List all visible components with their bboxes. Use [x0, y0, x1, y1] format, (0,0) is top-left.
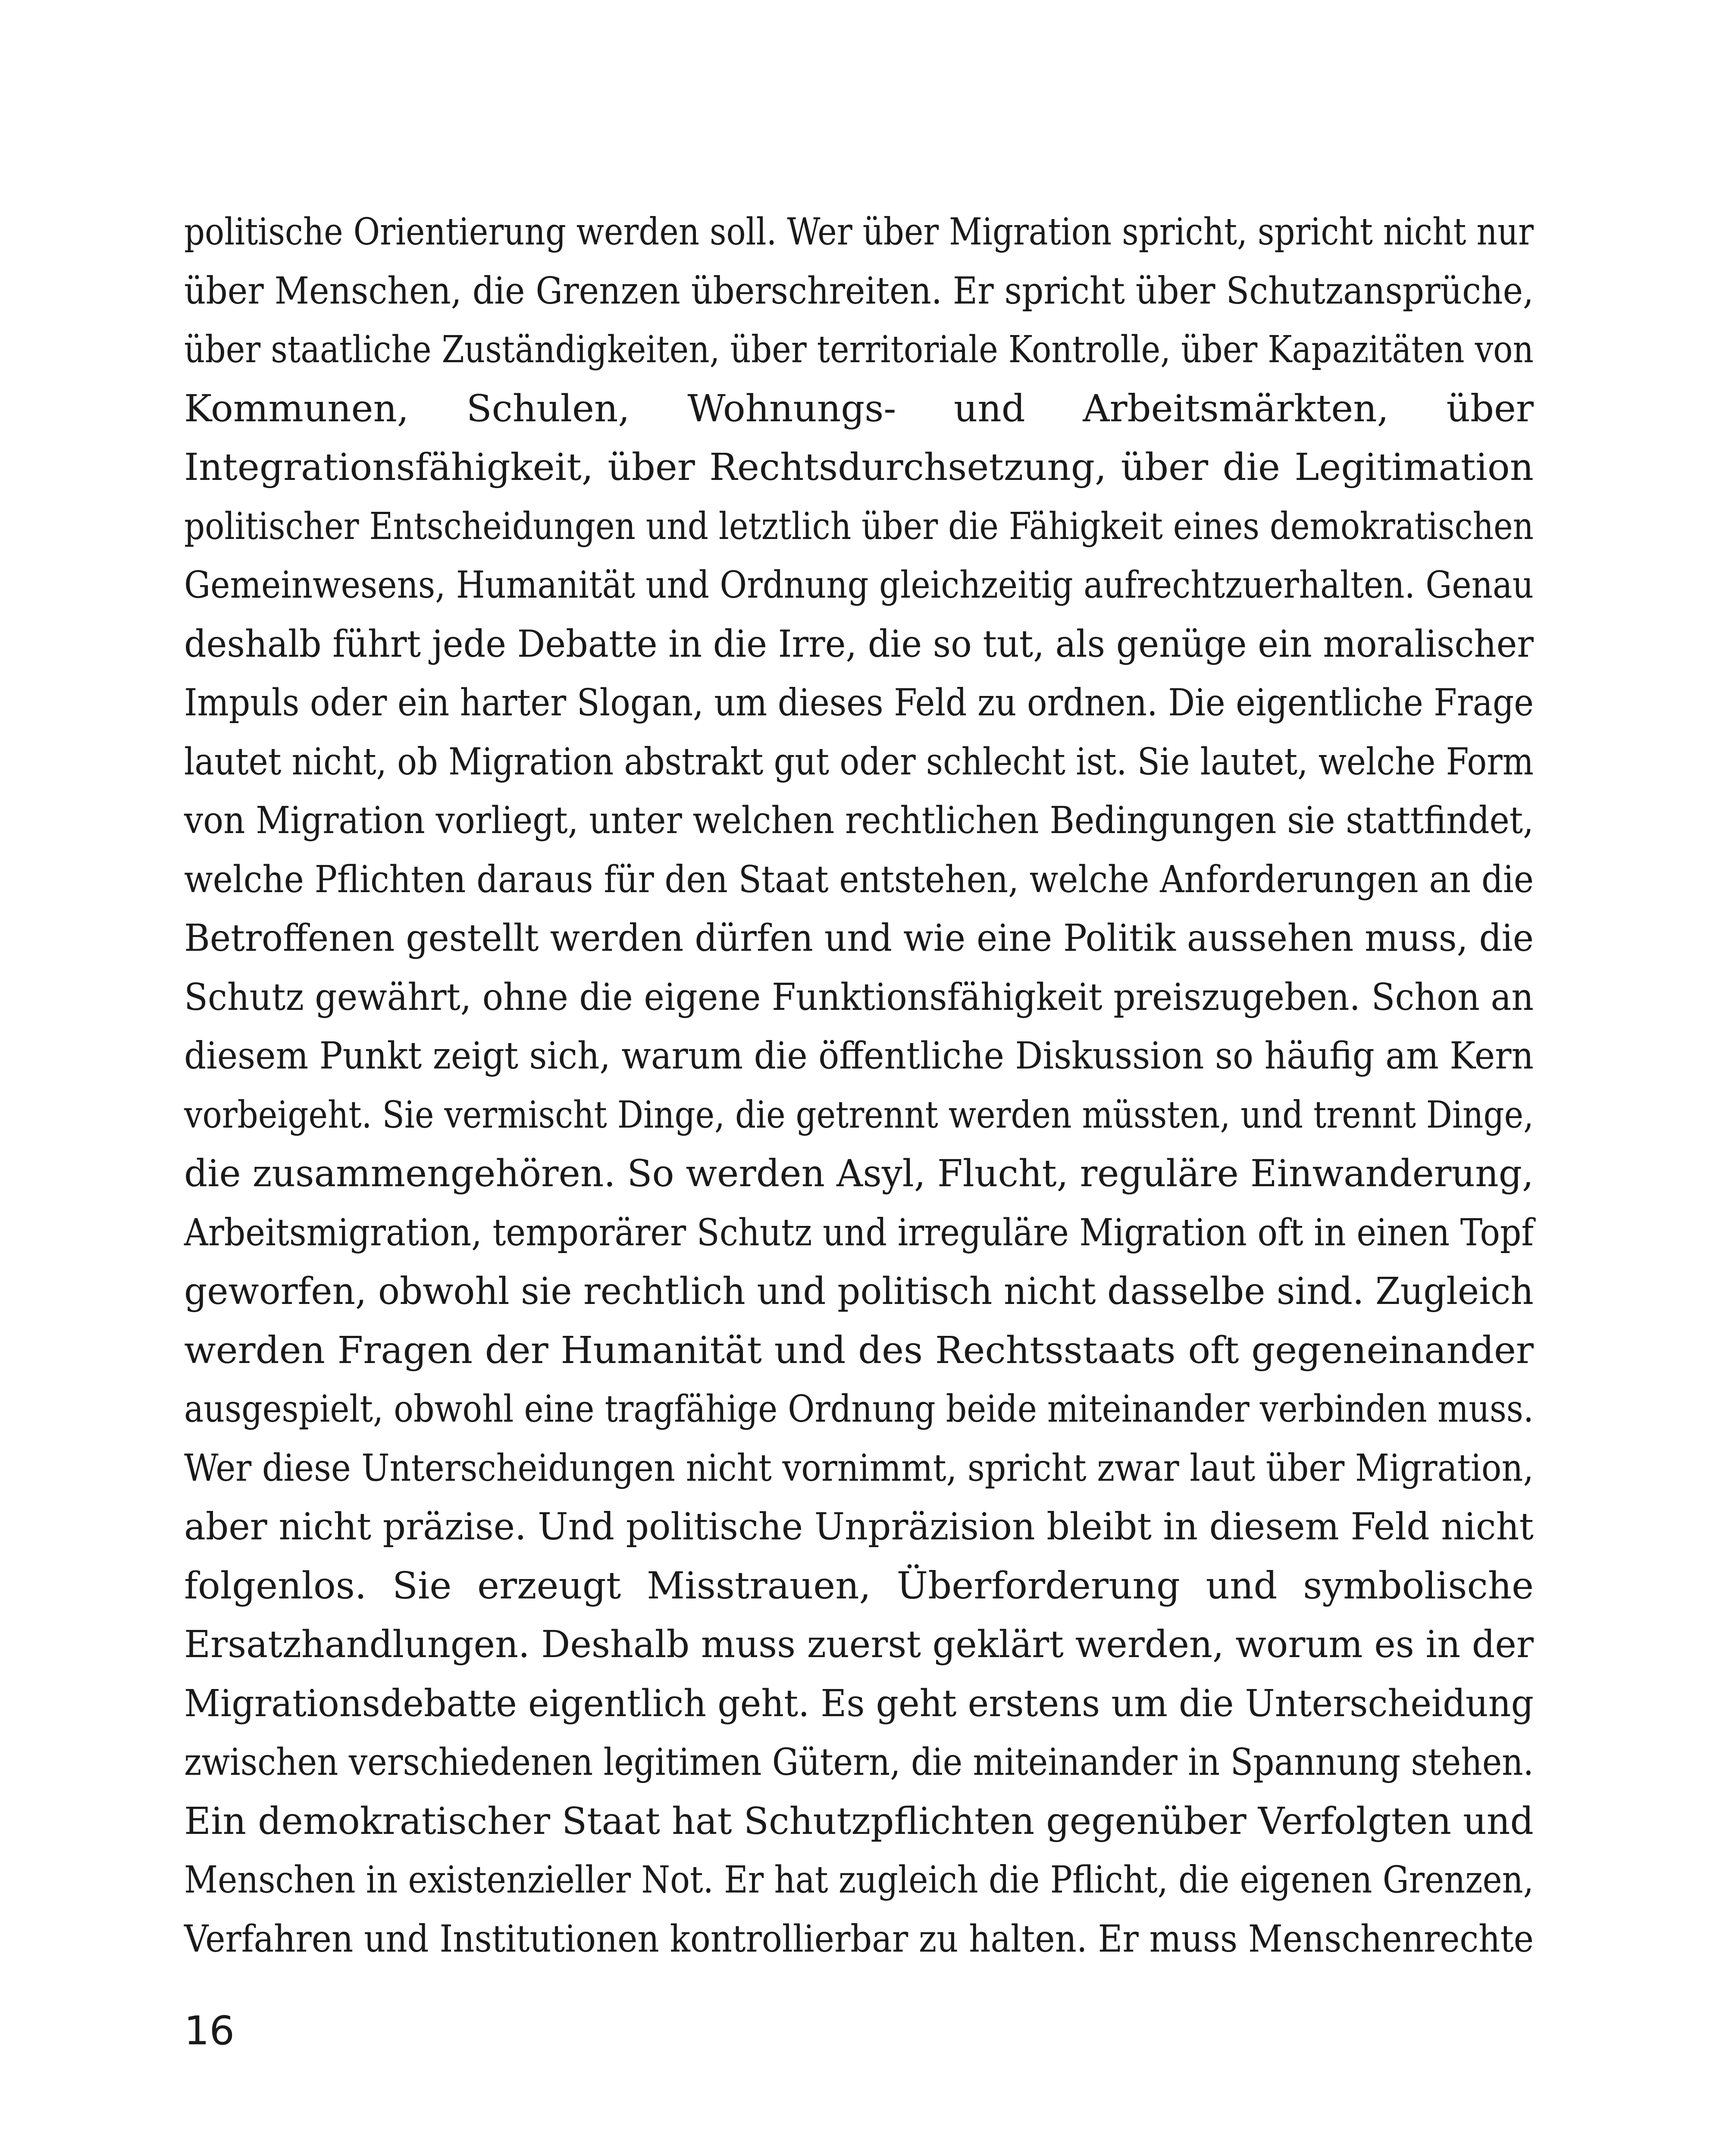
text-line: Kommunen, Schulen, Wohnungs- und Arbeitsmärkten, über [184, 387, 1534, 430]
text-line: über Menschen, die Grenzen überschreiten. Er spricht über Schutzansprüche, [184, 269, 1534, 313]
text-line: Integrationsfähigkeit, über Rechtsdurchsetzung, über die Legitimation [184, 446, 1534, 489]
text-line: aber nicht präzise. Und politische Unpräzision bleibt in diesem Feld nicht [184, 1505, 1534, 1548]
text-line: Ersatzhandlungen. Deshalb muss zuerst geklärt werden, worum es in der [184, 1623, 1534, 1666]
text-line: Arbeitsmigration, temporärer Schutz und irreguläre Migration oft in einen Topf [184, 1211, 1534, 1254]
text-line: zwischen verschiedenen legitimen Gütern, die miteinander in Spannung stehen. [184, 1741, 1534, 1784]
text-line: welche Pflichten daraus für den Staat entstehen, welche Anforderungen an die [184, 858, 1534, 901]
body-paragraph [184, 203, 1534, 1968]
text-line: vorbeigeht. Sie vermischt Dinge, die getrennt werden müssten, und trennt Dinge, [184, 1093, 1534, 1137]
text-line: Menschen in existenzieller Not. Er hat zugleich die Pflicht, die eigenen Grenzen, [184, 1858, 1534, 1902]
text-line: Betroffenen gestellt werden dürfen und wie eine Politik aussehen muss, die [184, 917, 1534, 960]
text-line: Impuls oder ein harter Slogan, um dieses Feld zu ordnen. Die eigentliche Frage [184, 681, 1534, 724]
text-line: ausgespielt, obwohl eine tragfähige Ordnung beide miteinander verbinden muss. [184, 1388, 1534, 1431]
text-line: Migrationsdebatte eigentlich geht. Es geht erstens um die Unterscheidung [184, 1682, 1534, 1725]
text-line: deshalb führt jede Debatte in die Irre, die so tut, als genüge ein moralischer [184, 622, 1534, 666]
text-line: werden Fragen der Humanität und des Rechtsstaats oft gegeneinander [184, 1329, 1534, 1372]
text-line: geworfen, obwohl sie rechtlich und politisch nicht dasselbe sind. Zugleich [184, 1270, 1534, 1313]
text-line: folgenlos. Sie erzeugt Misstrauen, Überforderung und symbolische [184, 1564, 1534, 1608]
text-line: über staatliche Zuständigkeiten, über territoriale Kontrolle, über Kapazitäten von [184, 328, 1534, 371]
text-line: Wer diese Unterscheidungen nicht vornimmt, spricht zwar laut über Migration, [184, 1446, 1534, 1490]
text-line: Schutz gewährt, ohne die eigene Funktionsfähigkeit preiszugeben. Schon an [184, 975, 1534, 1019]
text-line: politischer Entscheidungen und letztlich über die Fähigkeit eines demokratischen [184, 505, 1534, 548]
text-line: diesem Punkt zeigt sich, warum die öffentliche Diskussion so häufig am Kern [184, 1034, 1534, 1078]
text-line: lautet nicht, ob Migration abstrakt gut oder schlecht ist. Sie lautet, welche Form [184, 740, 1534, 783]
text-line: von Migration vorliegt, unter welchen rechtlichen Bedingungen sie stattfindet, [184, 799, 1534, 842]
text-line: Verfahren und Institutionen kontrollierbar zu halten. Er muss Menschenrechte [184, 1917, 1534, 1961]
text-line: die zusammengehören. So werden Asyl, Flucht, reguläre Einwanderung, [184, 1152, 1534, 1195]
text-line: Ein demokratischer Staat hat Schutzpflichten gegenüber Verfolgten und [184, 1799, 1534, 1843]
text-line: Gemeinwesens, Humanität und Ordnung gleichzeitig aufrechtzuerhalten. Genau [184, 564, 1534, 607]
text-line: politische Orientierung werden soll. Wer über Migration spricht, spricht nicht nur [184, 210, 1534, 254]
page-number: 16 [184, 2008, 235, 2054]
